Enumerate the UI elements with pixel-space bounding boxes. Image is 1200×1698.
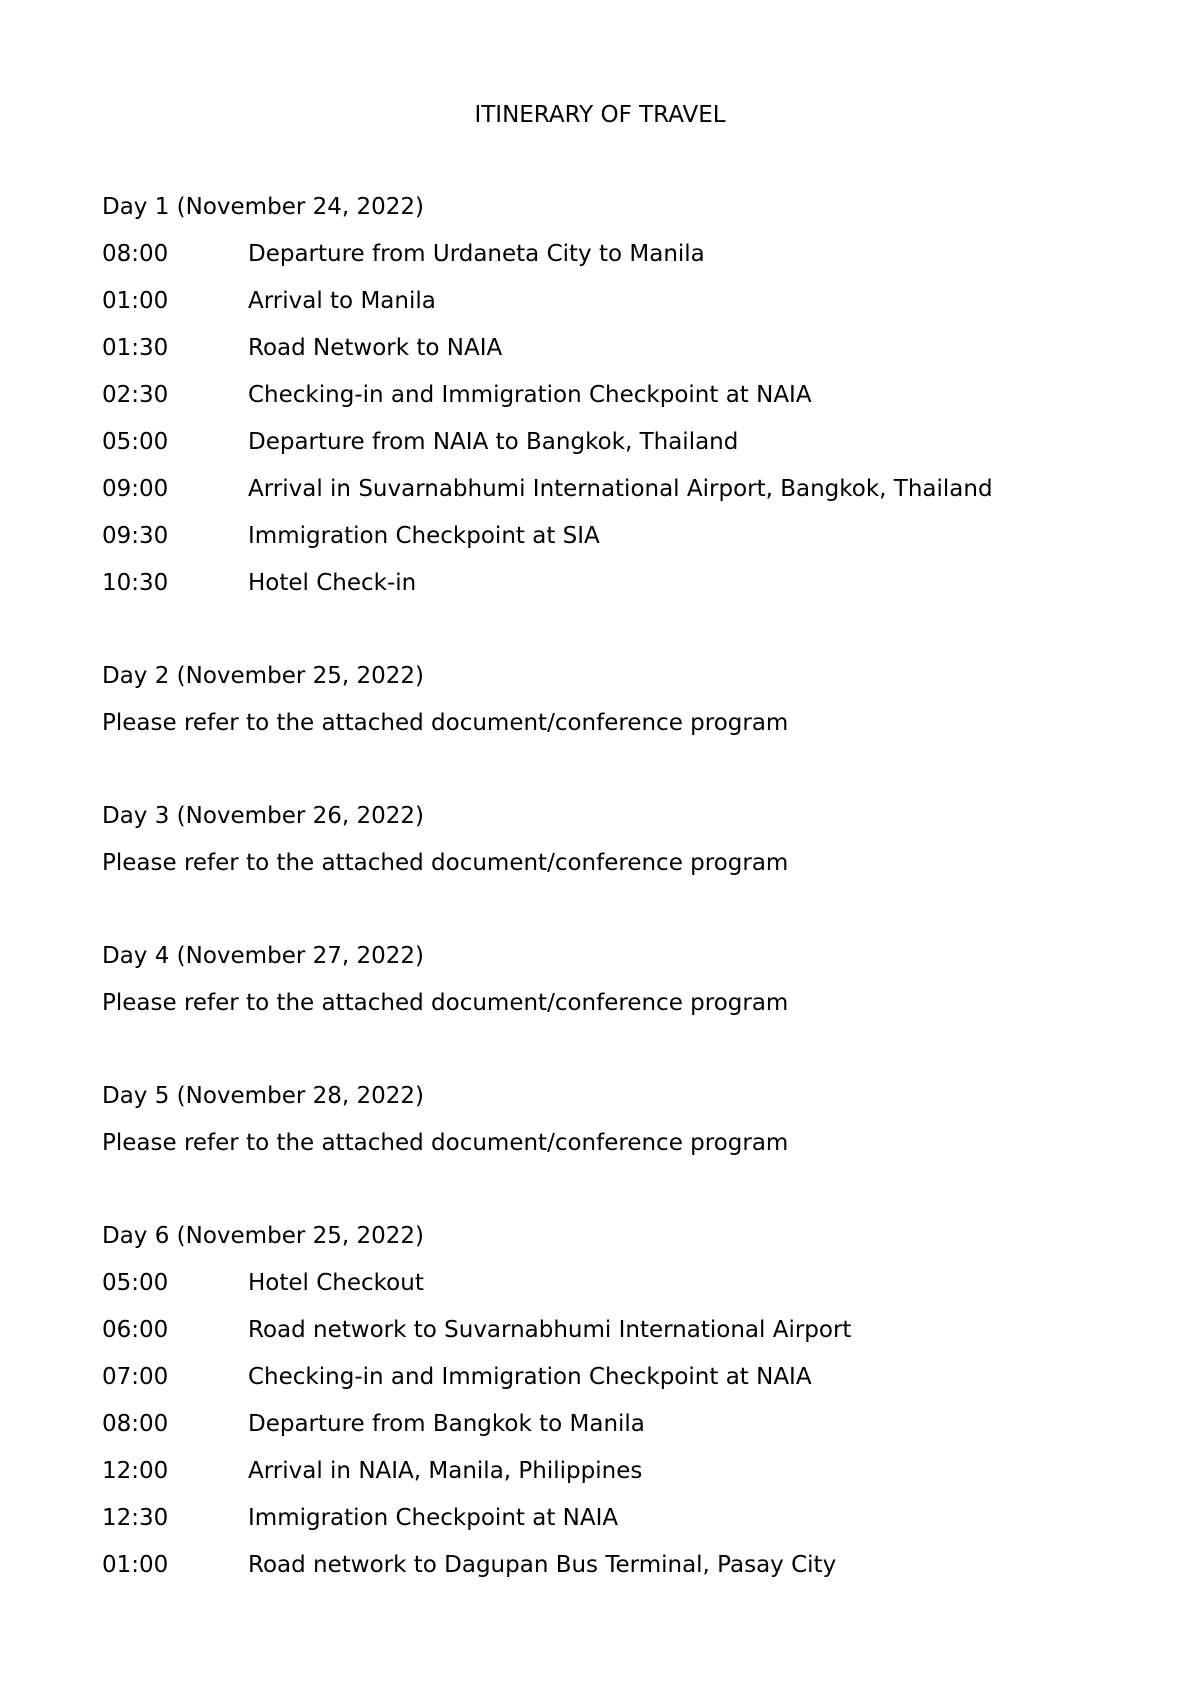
itinerary-entry: [102, 286, 1162, 333]
entry-time: 08:00: [102, 1411, 169, 1437]
document-title: ITINERARY OF TRAVEL: [474, 102, 726, 128]
entry-activity: Road Network to NAIA: [248, 335, 503, 361]
entry-activity: Immigration Checkpoint at SIA: [248, 523, 600, 549]
entry-time: 09:00: [102, 476, 169, 502]
day-heading: Day 3 (November 26, 2022): [102, 803, 424, 829]
entry-activity: Departure from Bangkok to Manila: [248, 1411, 645, 1437]
entry-activity: Road network to Suvarnabhumi International Airport: [248, 1317, 852, 1343]
itinerary-entry: [102, 568, 1162, 615]
itinerary-entry: [102, 1409, 1162, 1456]
entry-activity: Arrival in NAIA, Manila, Philippines: [248, 1458, 643, 1484]
entry-activity: Hotel Check-in: [248, 570, 417, 596]
entry-time: 06:00: [102, 1317, 169, 1343]
entry-activity: Departure from NAIA to Bangkok, Thailand: [248, 429, 739, 455]
itinerary-entry: [102, 1268, 1162, 1315]
entry-activity: Arrival to Manila: [248, 288, 436, 314]
entry-activity: Road network to Dagupan Bus Terminal, Pasay City: [248, 1552, 837, 1578]
day-heading: Day 5 (November 28, 2022): [102, 1083, 424, 1109]
entry-activity: Checking-in and Immigration Checkpoint at NAIA: [248, 382, 812, 408]
day-note: Please refer to the attached document/conference program: [102, 1130, 789, 1156]
day-heading: Day 6 (November 25, 2022): [102, 1223, 424, 1249]
entry-time: 01:00: [102, 288, 169, 314]
spacer: [102, 1035, 1162, 1081]
entry-activity: Immigration Checkpoint at NAIA: [248, 1505, 619, 1531]
entry-time: 10:30: [102, 570, 169, 596]
day-note: Please refer to the attached document/conference program: [102, 990, 789, 1016]
entry-activity: Checking-in and Immigration Checkpoint at NAIA: [248, 1364, 812, 1390]
itinerary-entry: [102, 1456, 1162, 1503]
itinerary-entry: [102, 239, 1162, 286]
day-heading: Day 2 (November 25, 2022): [102, 663, 424, 689]
entry-time: 05:00: [102, 1270, 169, 1296]
entry-time: 08:00: [102, 241, 169, 267]
spacer: [102, 615, 1162, 661]
entry-time: 01:00: [102, 1552, 169, 1578]
entry-time: 07:00: [102, 1364, 169, 1390]
entry-time: 01:30: [102, 335, 169, 361]
itinerary-entry: [102, 521, 1162, 568]
itinerary-entry: [102, 1315, 1162, 1362]
spacer: [102, 755, 1162, 801]
entry-time: 02:30: [102, 382, 169, 408]
itinerary-content: [102, 192, 1162, 1597]
day-heading: Day 4 (November 27, 2022): [102, 943, 424, 969]
day-heading: Day 1 (November 24, 2022): [102, 194, 424, 220]
spacer: [102, 1175, 1162, 1221]
entry-time: 12:30: [102, 1505, 169, 1531]
day-note: Please refer to the attached document/conference program: [102, 850, 789, 876]
itinerary-entry: [102, 1550, 1162, 1597]
entry-time: 05:00: [102, 429, 169, 455]
itinerary-entry: [102, 1362, 1162, 1409]
day-note: Please refer to the attached document/conference program: [102, 710, 789, 736]
itinerary-entry: [102, 1503, 1162, 1550]
entry-activity: Arrival in Suvarnabhumi International Airport, Bangkok, Thailand: [248, 476, 993, 502]
itinerary-entry: [102, 474, 1162, 521]
itinerary-entry: [102, 380, 1162, 427]
entry-time: 09:30: [102, 523, 169, 549]
entry-activity: Hotel Checkout: [248, 1270, 424, 1296]
itinerary-entry: [102, 333, 1162, 380]
entry-activity: Departure from Urdaneta City to Manila: [248, 241, 705, 267]
spacer: [102, 895, 1162, 941]
entry-time: 12:00: [102, 1458, 169, 1484]
itinerary-entry: [102, 427, 1162, 474]
